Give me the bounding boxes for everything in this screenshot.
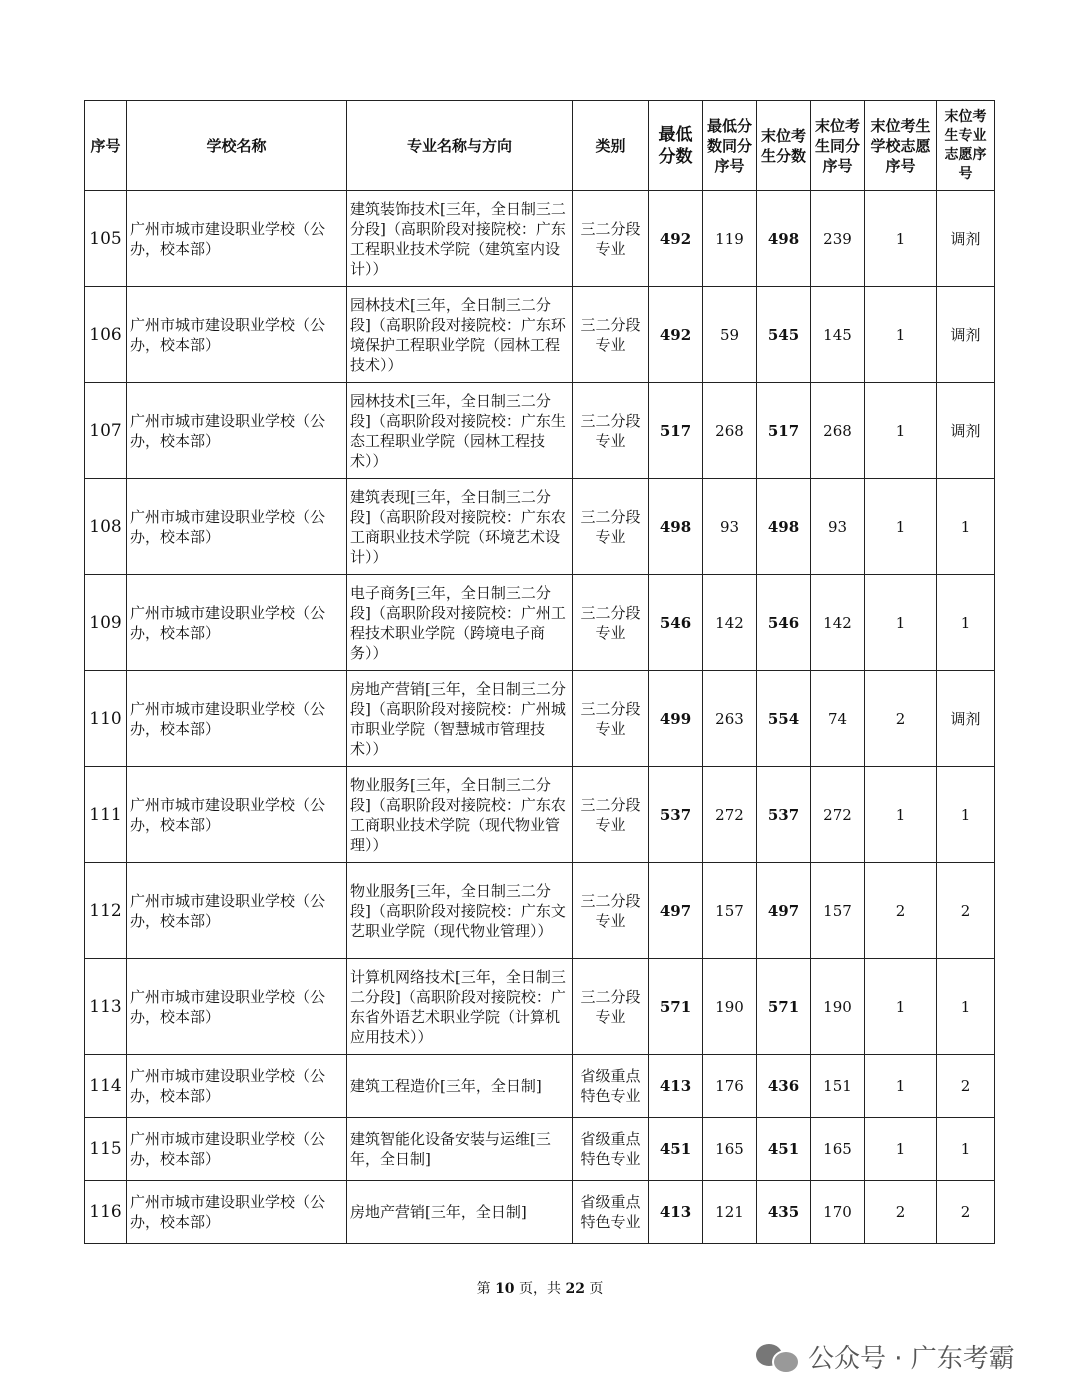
- cell-min-rank: 121: [703, 1181, 757, 1244]
- cell-major-pref: 调剂: [937, 191, 995, 287]
- header-category: 类别: [573, 101, 649, 191]
- cell-school-pref: 1: [865, 383, 937, 479]
- cell-major-pref: 2: [937, 1181, 995, 1244]
- cell-category: 三二分段专业: [573, 479, 649, 575]
- cell-major: 建筑工程造价[三年，全日制]: [347, 1055, 573, 1118]
- cell-no: 108: [85, 479, 127, 575]
- cell-category: 三二分段专业: [573, 767, 649, 863]
- cell-major: 房地产营销[三年，全日制三二分段]（高职阶段对接院校：广州城市职业学院（智慧城市管理技术））: [347, 671, 573, 767]
- cell-school: 广州市城市建设职业学校（公办，校本部）: [127, 575, 347, 671]
- cell-major: 电子商务[三年，全日制三二分段]（高职阶段对接院校：广州工程技术职业学院（跨境电子商务））: [347, 575, 573, 671]
- cell-min-score: 451: [649, 1118, 703, 1181]
- cell-school-pref: 1: [865, 1118, 937, 1181]
- footer-suffix: 页: [584, 1281, 604, 1297]
- header-major: 专业名称与方向: [347, 101, 573, 191]
- cell-major-pref: 1: [937, 1118, 995, 1181]
- header-no: 序号: [85, 101, 127, 191]
- cell-min-rank: 59: [703, 287, 757, 383]
- cell-min-score: 492: [649, 191, 703, 287]
- cell-last-score: 554: [757, 671, 811, 767]
- cell-school: 广州市城市建设职业学校（公办，校本部）: [127, 671, 347, 767]
- header-major-pref: 末位考生专业志愿序号: [937, 101, 995, 191]
- cell-min-rank: 157: [703, 863, 757, 959]
- cell-min-rank: 272: [703, 767, 757, 863]
- cell-last-rank: 272: [811, 767, 865, 863]
- cell-major: 园林技术[三年，全日制三二分段]（高职阶段对接院校：广东环境保护工程职业学院（园林工程技术））: [347, 287, 573, 383]
- cell-major-pref: 1: [937, 479, 995, 575]
- cell-min-rank: 165: [703, 1118, 757, 1181]
- page-footer: [0, 1278, 1080, 1298]
- admission-table: [84, 100, 995, 1244]
- cell-no: 106: [85, 287, 127, 383]
- cell-school: 广州市城市建设职业学校（公办，校本部）: [127, 767, 347, 863]
- header-last-rank: 末位考生同分序号: [811, 101, 865, 191]
- cell-last-rank: 190: [811, 959, 865, 1055]
- cell-min-score: 498: [649, 479, 703, 575]
- table-row: [85, 959, 995, 1055]
- table-row: [85, 767, 995, 863]
- cell-school: 广州市城市建设职业学校（公办，校本部）: [127, 1055, 347, 1118]
- header-min-rank: 最低分数同分序号: [703, 101, 757, 191]
- cell-no: 115: [85, 1118, 127, 1181]
- cell-school-pref: 2: [865, 1181, 937, 1244]
- cell-last-rank: 239: [811, 191, 865, 287]
- cell-school-pref: 1: [865, 1055, 937, 1118]
- cell-category: 省级重点特色专业: [573, 1181, 649, 1244]
- cell-major: 房地产营销[三年，全日制]: [347, 1181, 573, 1244]
- footer-middle: 页，共: [514, 1281, 566, 1297]
- cell-school: 广州市城市建设职业学校（公办，校本部）: [127, 1118, 347, 1181]
- cell-major: 建筑装饰技术[三年，全日制三二分段]（高职阶段对接院校：广东工程职业技术学院（建筑室内设计））: [347, 191, 573, 287]
- cell-min-rank: 93: [703, 479, 757, 575]
- cell-min-score: 492: [649, 287, 703, 383]
- cell-min-score: 497: [649, 863, 703, 959]
- cell-last-score: 571: [757, 959, 811, 1055]
- cell-last-rank: 157: [811, 863, 865, 959]
- cell-major-pref: 1: [937, 575, 995, 671]
- wechat-icon: [756, 1340, 800, 1372]
- cell-major-pref: 2: [937, 863, 995, 959]
- cell-school-pref: 1: [865, 575, 937, 671]
- header-school: 学校名称: [127, 101, 347, 191]
- table-header-row: [85, 101, 995, 191]
- cell-school: 广州市城市建设职业学校（公办，校本部）: [127, 287, 347, 383]
- cell-last-score: 545: [757, 287, 811, 383]
- watermark-text: 公众号 · 广东考霸: [808, 1343, 1015, 1374]
- cell-major-pref: 1: [937, 959, 995, 1055]
- cell-major-pref: 2: [937, 1055, 995, 1118]
- cell-category: 省级重点特色专业: [573, 1118, 649, 1181]
- cell-category: 三二分段专业: [573, 287, 649, 383]
- table-row: [85, 575, 995, 671]
- cell-no: 107: [85, 383, 127, 479]
- footer-page-number: 10: [495, 1281, 515, 1297]
- cell-min-rank: 142: [703, 575, 757, 671]
- cell-last-score: 497: [757, 863, 811, 959]
- cell-no: 116: [85, 1181, 127, 1244]
- table-row: [85, 863, 995, 959]
- cell-school-pref: 2: [865, 863, 937, 959]
- cell-major-pref: 调剂: [937, 287, 995, 383]
- table-row: [85, 1118, 995, 1181]
- cell-school-pref: 1: [865, 479, 937, 575]
- cell-major: 物业服务[三年，全日制三二分段]（高职阶段对接院校：广东农工商职业技术学院（现代物业管理））: [347, 767, 573, 863]
- cell-min-score: 517: [649, 383, 703, 479]
- cell-no: 109: [85, 575, 127, 671]
- cell-school: 广州市城市建设职业学校（公办，校本部）: [127, 863, 347, 959]
- cell-last-score: 517: [757, 383, 811, 479]
- cell-no: 105: [85, 191, 127, 287]
- cell-min-score: 546: [649, 575, 703, 671]
- cell-min-score: 413: [649, 1055, 703, 1118]
- cell-min-rank: 263: [703, 671, 757, 767]
- cell-last-rank: 93: [811, 479, 865, 575]
- cell-category: 三二分段专业: [573, 959, 649, 1055]
- cell-major-pref: 调剂: [937, 383, 995, 479]
- cell-school-pref: 2: [865, 671, 937, 767]
- header-min-score: 最低分数: [649, 101, 703, 191]
- cell-min-score: 499: [649, 671, 703, 767]
- table-body: [85, 191, 995, 1244]
- table-row: [85, 383, 995, 479]
- footer-total-pages: 22: [565, 1281, 585, 1297]
- cell-min-score: 537: [649, 767, 703, 863]
- table-row: [85, 1055, 995, 1118]
- cell-min-rank: 119: [703, 191, 757, 287]
- footer-prefix: 第: [476, 1281, 496, 1297]
- cell-category: 三二分段专业: [573, 863, 649, 959]
- cell-last-score: 451: [757, 1118, 811, 1181]
- cell-school-pref: 1: [865, 191, 937, 287]
- cell-school-pref: 1: [865, 767, 937, 863]
- cell-last-score: 498: [757, 191, 811, 287]
- cell-major-pref: 调剂: [937, 671, 995, 767]
- cell-no: 110: [85, 671, 127, 767]
- cell-category: 三二分段专业: [573, 671, 649, 767]
- cell-school-pref: 1: [865, 287, 937, 383]
- cell-last-score: 546: [757, 575, 811, 671]
- cell-no: 111: [85, 767, 127, 863]
- cell-min-rank: 268: [703, 383, 757, 479]
- watermark: [756, 1336, 1015, 1376]
- header-last-score: 末位考生分数: [757, 101, 811, 191]
- cell-major-pref: 1: [937, 767, 995, 863]
- cell-major: 建筑表现[三年，全日制三二分段]（高职阶段对接院校：广东农工商职业技术学院（环境艺术设计））: [347, 479, 573, 575]
- cell-school: 广州市城市建设职业学校（公办，校本部）: [127, 1181, 347, 1244]
- cell-major: 园林技术[三年，全日制三二分段]（高职阶段对接院校：广东生态工程职业学院（园林工程技术））: [347, 383, 573, 479]
- cell-last-rank: 170: [811, 1181, 865, 1244]
- cell-major: 物业服务[三年，全日制三二分段]（高职阶段对接院校：广东文艺职业学院（现代物业管理））: [347, 863, 573, 959]
- cell-last-score: 435: [757, 1181, 811, 1244]
- cell-last-score: 498: [757, 479, 811, 575]
- cell-category: 三二分段专业: [573, 191, 649, 287]
- table-row: [85, 191, 995, 287]
- cell-major: 计算机网络技术[三年，全日制三二分段]（高职阶段对接院校：广东省外语艺术职业学院（计算机应用技术））: [347, 959, 573, 1055]
- cell-school: 广州市城市建设职业学校（公办，校本部）: [127, 959, 347, 1055]
- cell-major: 建筑智能化设备安装与运维[三年，全日制]: [347, 1118, 573, 1181]
- cell-min-rank: 176: [703, 1055, 757, 1118]
- cell-min-score: 413: [649, 1181, 703, 1244]
- cell-school: 广州市城市建设职业学校（公办，校本部）: [127, 479, 347, 575]
- cell-min-score: 571: [649, 959, 703, 1055]
- cell-no: 113: [85, 959, 127, 1055]
- cell-min-rank: 190: [703, 959, 757, 1055]
- cell-last-rank: 74: [811, 671, 865, 767]
- cell-no: 114: [85, 1055, 127, 1118]
- table-row: [85, 287, 995, 383]
- cell-last-score: 436: [757, 1055, 811, 1118]
- table-row: [85, 1181, 995, 1244]
- cell-school-pref: 1: [865, 959, 937, 1055]
- cell-category: 三二分段专业: [573, 383, 649, 479]
- cell-no: 112: [85, 863, 127, 959]
- cell-last-rank: 142: [811, 575, 865, 671]
- cell-last-rank: 165: [811, 1118, 865, 1181]
- header-school-pref: 末位考生学校志愿序号: [865, 101, 937, 191]
- cell-last-score: 537: [757, 767, 811, 863]
- cell-school: 广州市城市建设职业学校（公办，校本部）: [127, 191, 347, 287]
- cell-last-rank: 151: [811, 1055, 865, 1118]
- cell-category: 省级重点特色专业: [573, 1055, 649, 1118]
- cell-category: 三二分段专业: [573, 575, 649, 671]
- cell-last-rank: 145: [811, 287, 865, 383]
- table-row: [85, 479, 995, 575]
- table-row: [85, 671, 995, 767]
- cell-last-rank: 268: [811, 383, 865, 479]
- cell-school: 广州市城市建设职业学校（公办，校本部）: [127, 383, 347, 479]
